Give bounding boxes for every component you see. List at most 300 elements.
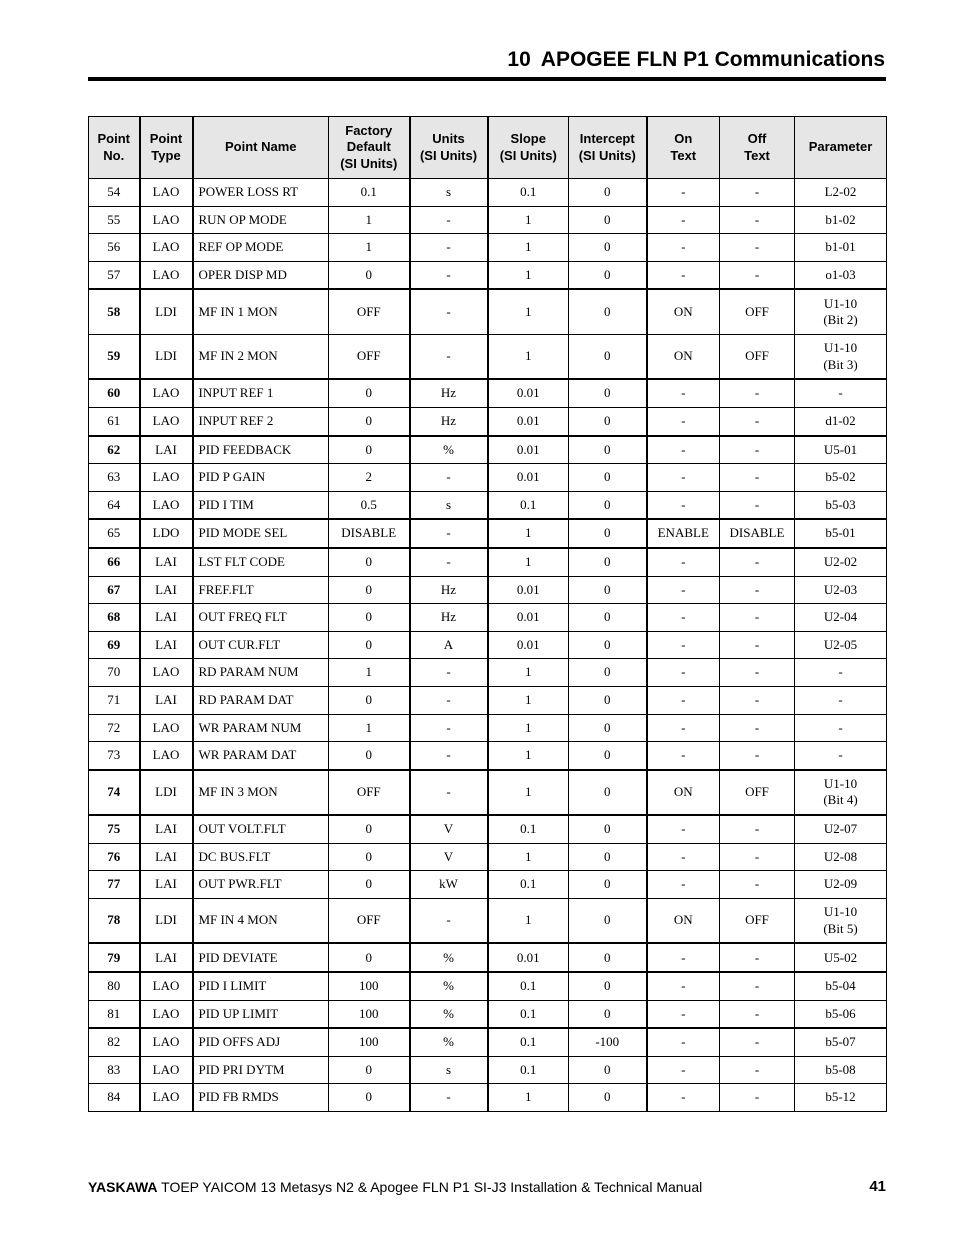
parameter-line: b5-08 [825, 1061, 856, 1077]
cell-units: A [410, 631, 488, 659]
cell-slope: 1 [488, 770, 569, 816]
cell-off-text: - [720, 871, 795, 899]
cell-slope: 0.1 [488, 815, 569, 843]
cell-point-name: PID PRI DYTM [193, 1056, 329, 1084]
cell-point-type: LDO [140, 519, 193, 548]
cell-on-text: - [647, 407, 720, 435]
table-row [89, 289, 887, 334]
cell-point-no: 74 [89, 770, 140, 816]
cell-factory-default: 1 [329, 659, 410, 687]
cell-on-text: - [647, 576, 720, 604]
cell-off-text: - [720, 379, 795, 407]
cell-point-type: LAI [140, 871, 193, 899]
cell-on-text: - [647, 972, 720, 1000]
cell-off-text: - [720, 179, 795, 207]
parameter-line: (Bit 2) [823, 312, 858, 328]
cell-on-text: - [647, 714, 720, 742]
column-header-line: Intercept [579, 131, 635, 146]
cell-point-no: 70 [89, 659, 140, 687]
cell-off-text: - [720, 464, 795, 492]
cell-intercept: 0 [569, 519, 647, 548]
page-footer [88, 1179, 702, 1195]
cell-factory-default: OFF [329, 289, 410, 334]
cell-point-no: 76 [89, 843, 140, 871]
cell-parameter [795, 334, 887, 379]
cell-intercept: 0 [569, 742, 647, 770]
cell-intercept: 0 [569, 436, 647, 464]
cell-units: - [410, 234, 488, 262]
cell-factory-default: OFF [329, 770, 410, 816]
cell-units: s [410, 491, 488, 519]
table-row [89, 407, 887, 435]
cell-point-no: 67 [89, 576, 140, 604]
cell-on-text: - [647, 686, 720, 714]
cell-point-name: PID I TIM [193, 491, 329, 519]
cell-parameter [795, 686, 887, 714]
cell-factory-default: 100 [329, 1000, 410, 1028]
cell-factory-default: 0 [329, 686, 410, 714]
table-row [89, 261, 887, 289]
cell-intercept: 0 [569, 234, 647, 262]
parameter-line: b5-06 [825, 1005, 856, 1021]
table-row [89, 206, 887, 234]
footer-brand: YASKAWA [88, 1179, 158, 1195]
point-table [88, 116, 887, 1112]
cell-intercept: 0 [569, 576, 647, 604]
parameter-line: U1-10 [823, 295, 858, 311]
cell-units: % [410, 436, 488, 464]
cell-intercept: 0 [569, 491, 647, 519]
cell-factory-default: DISABLE [329, 519, 410, 548]
table-row [89, 519, 887, 548]
cell-parameter [795, 1084, 887, 1112]
cell-factory-default: 0 [329, 379, 410, 407]
column-header-line: Point [97, 131, 130, 146]
cell-units: % [410, 1000, 488, 1028]
cell-off-text: OFF [720, 289, 795, 334]
cell-intercept: 0 [569, 871, 647, 899]
cell-point-type: LDI [140, 898, 193, 943]
cell-off-text: - [720, 1056, 795, 1084]
cell-intercept: 0 [569, 1084, 647, 1112]
cell-point-name: PID FB RMDS [193, 1084, 329, 1112]
table-row [89, 464, 887, 492]
cell-point-name: RUN OP MODE [193, 206, 329, 234]
table-row [89, 1028, 887, 1056]
cell-on-text: - [647, 1056, 720, 1084]
cell-slope: 1 [488, 206, 569, 234]
cell-on-text: - [647, 815, 720, 843]
parameter-line: b5-12 [825, 1089, 856, 1105]
cell-parameter [795, 234, 887, 262]
column-header-line: No. [103, 147, 125, 163]
cell-factory-default: 0 [329, 815, 410, 843]
table-row [89, 815, 887, 843]
cell-parameter [795, 1028, 887, 1056]
cell-parameter [795, 871, 887, 899]
cell-intercept: 0 [569, 604, 647, 632]
cell-point-type: LAI [140, 604, 193, 632]
cell-off-text: - [720, 631, 795, 659]
parameter-line: U5-01 [823, 441, 858, 457]
cell-slope: 1 [488, 519, 569, 548]
cell-slope: 0.01 [488, 604, 569, 632]
cell-intercept: 0 [569, 686, 647, 714]
cell-factory-default: 100 [329, 1028, 410, 1056]
cell-intercept: 0 [569, 714, 647, 742]
cell-slope: 1 [488, 261, 569, 289]
cell-off-text: - [720, 972, 795, 1000]
parameter-line: b1-01 [825, 239, 856, 255]
cell-parameter [795, 659, 887, 687]
table-row [89, 770, 887, 816]
cell-slope: 1 [488, 1084, 569, 1112]
cell-parameter [795, 206, 887, 234]
cell-point-name: MF IN 4 MON [193, 898, 329, 943]
cell-units: - [410, 261, 488, 289]
cell-point-no: 65 [89, 519, 140, 548]
table-row [89, 436, 887, 464]
cell-point-no: 59 [89, 334, 140, 379]
cell-intercept: 0 [569, 261, 647, 289]
cell-point-name: LST FLT CODE [193, 548, 329, 576]
parameter-line: U1-10 [823, 340, 858, 356]
cell-off-text: - [720, 491, 795, 519]
table-row [89, 898, 887, 943]
parameter-line: (Bit 3) [823, 356, 858, 372]
cell-off-text: - [720, 686, 795, 714]
cell-units: Hz [410, 604, 488, 632]
cell-point-type: LAO [140, 1000, 193, 1028]
cell-on-text: - [647, 548, 720, 576]
cell-point-name: PID UP LIMIT [193, 1000, 329, 1028]
cell-point-no: 55 [89, 206, 140, 234]
cell-point-name: PID MODE SEL [193, 519, 329, 548]
cell-factory-default: 0 [329, 742, 410, 770]
cell-point-no: 83 [89, 1056, 140, 1084]
page-header-title [507, 48, 885, 72]
cell-intercept: 0 [569, 898, 647, 943]
table-row [89, 1056, 887, 1084]
cell-point-type: LAO [140, 1028, 193, 1056]
cell-point-name: MF IN 3 MON [193, 770, 329, 816]
cell-slope: 1 [488, 714, 569, 742]
cell-off-text: - [720, 436, 795, 464]
parameter-line: (Bit 4) [823, 792, 858, 808]
cell-parameter [795, 1056, 887, 1084]
cell-slope: 1 [488, 742, 569, 770]
cell-on-text: - [647, 1028, 720, 1056]
cell-factory-default: 100 [329, 972, 410, 1000]
column-header-point-no [89, 117, 140, 179]
cell-point-name: INPUT REF 1 [193, 379, 329, 407]
cell-factory-default: OFF [329, 898, 410, 943]
parameter-line: b5-07 [825, 1034, 856, 1050]
page-number: 41 [869, 1178, 886, 1195]
parameter-line: U1-10 [823, 775, 858, 791]
cell-point-type: LAO [140, 659, 193, 687]
cell-point-name: DC BUS.FLT [193, 843, 329, 871]
column-header-line: (SI Units) [578, 147, 636, 163]
column-header-factory-default [329, 117, 410, 179]
column-header-line: Off [747, 131, 767, 146]
cell-point-no: 80 [89, 972, 140, 1000]
cell-off-text: OFF [720, 898, 795, 943]
header-rule [88, 77, 886, 81]
cell-parameter [795, 972, 887, 1000]
cell-factory-default: 0 [329, 407, 410, 435]
column-header-intercept [569, 117, 647, 179]
cell-point-type: LAO [140, 742, 193, 770]
table-row [89, 576, 887, 604]
cell-point-type: LDI [140, 770, 193, 816]
parameter-line: b1-02 [825, 211, 856, 227]
cell-units: - [410, 686, 488, 714]
parameter-line: U2-04 [823, 609, 858, 625]
cell-off-text: - [720, 206, 795, 234]
cell-intercept: 0 [569, 815, 647, 843]
cell-slope: 1 [488, 548, 569, 576]
parameter-line: b5-02 [825, 469, 856, 485]
cell-parameter [795, 436, 887, 464]
cell-point-name: OUT FREQ FLT [193, 604, 329, 632]
cell-point-no: 63 [89, 464, 140, 492]
cell-intercept: 0 [569, 843, 647, 871]
cell-point-name: PID I LIMIT [193, 972, 329, 1000]
parameter-line: U2-03 [823, 581, 858, 597]
column-header-point-type [140, 117, 193, 179]
cell-intercept: 0 [569, 631, 647, 659]
cell-on-text: ON [647, 289, 720, 334]
parameter-line: - [838, 747, 843, 763]
column-header-line: On [674, 131, 693, 146]
column-header-line: Factory [345, 122, 393, 138]
cell-slope: 1 [488, 289, 569, 334]
cell-intercept: 0 [569, 943, 647, 972]
cell-intercept: 0 [569, 206, 647, 234]
cell-point-no: 79 [89, 943, 140, 972]
cell-point-name: OUT VOLT.FLT [193, 815, 329, 843]
cell-point-type: LAO [140, 464, 193, 492]
column-header-line: Units [432, 131, 465, 146]
cell-off-text: - [720, 548, 795, 576]
table-row [89, 714, 887, 742]
column-header-line: (SI Units) [340, 155, 398, 171]
cell-on-text: - [647, 261, 720, 289]
cell-point-type: LAI [140, 686, 193, 714]
cell-off-text: - [720, 1000, 795, 1028]
cell-units: - [410, 1084, 488, 1112]
cell-point-name: PID DEVIATE [193, 943, 329, 972]
cell-on-text: - [647, 871, 720, 899]
cell-intercept: 0 [569, 407, 647, 435]
cell-point-name: INPUT REF 2 [193, 407, 329, 435]
cell-units: - [410, 770, 488, 816]
table-row [89, 742, 887, 770]
cell-on-text: - [647, 491, 720, 519]
cell-slope: 0.1 [488, 1000, 569, 1028]
cell-factory-default: 0.5 [329, 491, 410, 519]
cell-point-no: 60 [89, 379, 140, 407]
cell-units: - [410, 334, 488, 379]
cell-point-no: 82 [89, 1028, 140, 1056]
cell-point-no: 81 [89, 1000, 140, 1028]
cell-parameter [795, 519, 887, 548]
cell-intercept: 0 [569, 972, 647, 1000]
cell-slope: 0.01 [488, 631, 569, 659]
cell-intercept: 0 [569, 1000, 647, 1028]
cell-on-text: ENABLE [647, 519, 720, 548]
cell-point-type: LAI [140, 436, 193, 464]
table-row [89, 179, 887, 207]
cell-on-text: - [647, 742, 720, 770]
cell-parameter [795, 179, 887, 207]
table-row [89, 943, 887, 972]
parameter-line: (Bit 5) [823, 920, 858, 936]
cell-slope: 1 [488, 334, 569, 379]
cell-on-text: ON [647, 770, 720, 816]
cell-on-text: - [647, 379, 720, 407]
parameter-line: b5-04 [825, 978, 856, 994]
table-row [89, 843, 887, 871]
cell-factory-default: 1 [329, 206, 410, 234]
cell-point-name: REF OP MODE [193, 234, 329, 262]
cell-slope: 1 [488, 234, 569, 262]
cell-parameter [795, 604, 887, 632]
column-header-slope [488, 117, 569, 179]
table-row [89, 379, 887, 407]
cell-on-text: ON [647, 898, 720, 943]
table-row [89, 234, 887, 262]
cell-parameter [795, 843, 887, 871]
cell-point-no: 62 [89, 436, 140, 464]
cell-point-type: LDI [140, 289, 193, 334]
cell-parameter [795, 770, 887, 816]
cell-point-name: FREF.FLT [193, 576, 329, 604]
table-row [89, 659, 887, 687]
cell-parameter [795, 714, 887, 742]
table-row [89, 972, 887, 1000]
cell-parameter [795, 548, 887, 576]
cell-on-text: - [647, 843, 720, 871]
cell-intercept: 0 [569, 770, 647, 816]
parameter-line: U2-07 [823, 821, 858, 837]
cell-units: V [410, 815, 488, 843]
cell-on-text: - [647, 943, 720, 972]
table-row [89, 548, 887, 576]
parameter-line: L2-02 [824, 184, 857, 200]
cell-point-no: 71 [89, 686, 140, 714]
cell-on-text: - [647, 1084, 720, 1112]
column-header-line: Point [149, 131, 183, 146]
cell-point-no: 84 [89, 1084, 140, 1112]
parameter-line: U5-02 [823, 949, 858, 965]
cell-on-text: ON [647, 334, 720, 379]
column-header-line: Point Name [224, 139, 297, 155]
cell-point-type: LAO [140, 379, 193, 407]
table-row [89, 631, 887, 659]
cell-point-name: RD PARAM NUM [193, 659, 329, 687]
cell-slope: 0.1 [488, 179, 569, 207]
cell-intercept: 0 [569, 464, 647, 492]
cell-point-type: LAO [140, 206, 193, 234]
cell-off-text: - [720, 714, 795, 742]
cell-parameter [795, 898, 887, 943]
column-header-line: Text [670, 147, 697, 163]
cell-factory-default: 0 [329, 631, 410, 659]
cell-point-name: MF IN 1 MON [193, 289, 329, 334]
parameter-line: o1-03 [825, 266, 856, 282]
cell-factory-default: 0 [329, 261, 410, 289]
cell-on-text: - [647, 464, 720, 492]
parameter-line: - [838, 691, 843, 707]
cell-slope: 1 [488, 659, 569, 687]
cell-slope: 0.01 [488, 379, 569, 407]
cell-off-text: - [720, 576, 795, 604]
cell-point-no: 68 [89, 604, 140, 632]
cell-point-name: PID OFFS ADJ [193, 1028, 329, 1056]
cell-slope: 1 [488, 843, 569, 871]
cell-parameter [795, 943, 887, 972]
cell-factory-default: 0 [329, 604, 410, 632]
cell-point-no: 73 [89, 742, 140, 770]
column-header-line: Parameter [808, 139, 873, 155]
cell-slope: 0.01 [488, 464, 569, 492]
cell-point-type: LAI [140, 815, 193, 843]
parameter-line: - [838, 385, 843, 401]
cell-on-text: - [647, 604, 720, 632]
parameter-line: U2-05 [823, 636, 858, 652]
column-header-line: Slope [510, 131, 546, 146]
parameter-line: d1-02 [825, 413, 856, 429]
cell-off-text: - [720, 843, 795, 871]
cell-point-no: 64 [89, 491, 140, 519]
cell-parameter [795, 289, 887, 334]
cell-off-text: OFF [720, 334, 795, 379]
cell-point-type: LDI [140, 334, 193, 379]
column-header-line: Text [744, 147, 770, 163]
cell-point-type: LAO [140, 491, 193, 519]
cell-intercept: 0 [569, 179, 647, 207]
column-header-line: Type [151, 147, 181, 163]
cell-factory-default: 0.1 [329, 179, 410, 207]
cell-point-no: 58 [89, 289, 140, 334]
cell-factory-default: 0 [329, 843, 410, 871]
cell-slope: 0.1 [488, 871, 569, 899]
cell-point-type: LAI [140, 548, 193, 576]
cell-off-text: - [720, 943, 795, 972]
cell-units: - [410, 548, 488, 576]
cell-off-text: - [720, 659, 795, 687]
parameter-line: b5-01 [825, 525, 856, 541]
cell-point-name: PID P GAIN [193, 464, 329, 492]
cell-on-text: - [647, 179, 720, 207]
cell-point-name: MF IN 2 MON [193, 334, 329, 379]
table-header-row [89, 117, 887, 179]
cell-on-text: - [647, 436, 720, 464]
table-body [89, 179, 887, 1112]
chapter-number: 10 [507, 48, 531, 71]
cell-units: s [410, 1056, 488, 1084]
column-header-on-text [647, 117, 720, 179]
cell-point-no: 57 [89, 261, 140, 289]
cell-point-name: OPER DISP MD [193, 261, 329, 289]
cell-point-type: LAO [140, 234, 193, 262]
cell-point-name: POWER LOSS RT [193, 179, 329, 207]
cell-point-type: LAI [140, 576, 193, 604]
cell-point-no: 66 [89, 548, 140, 576]
cell-factory-default: 1 [329, 714, 410, 742]
